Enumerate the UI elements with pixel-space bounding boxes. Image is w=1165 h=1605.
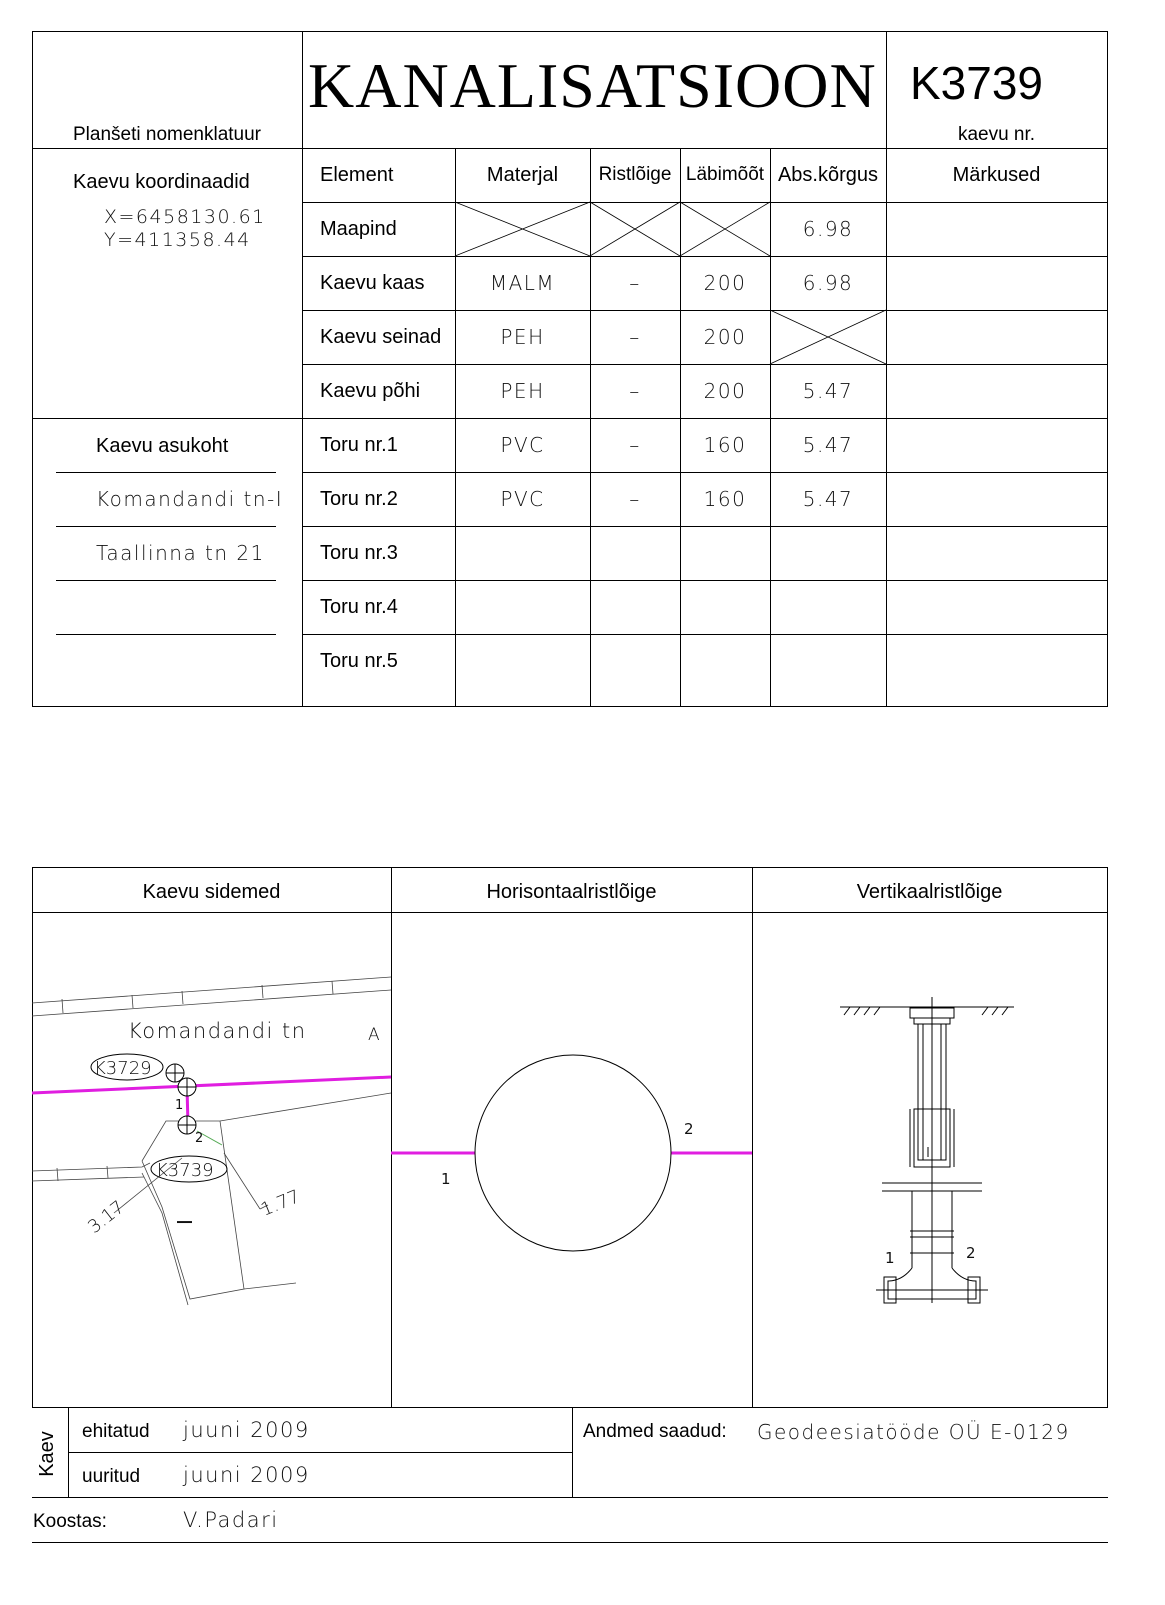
- col-header-notes: Märkused: [952, 164, 1041, 186]
- built-label: ehitatud: [82, 1421, 150, 1442]
- row-element: Toru nr.4: [320, 596, 398, 618]
- col-header-element: Element: [320, 164, 394, 186]
- location-label: Kaevu asukoht: [96, 435, 229, 457]
- vertical-section: [752, 913, 1107, 1407]
- row-element: Kaevu põhi: [320, 380, 421, 402]
- row-elevation: 5.47: [802, 487, 854, 511]
- surveyed-label: uuritud: [82, 1466, 141, 1487]
- compiled-label: Koostas:: [33, 1511, 107, 1532]
- site-map: [32, 913, 391, 1407]
- coordinate-x: X=6458130.61: [104, 206, 266, 228]
- map-pipe-1-label: 1: [175, 1098, 184, 1113]
- map-letter-label: A: [368, 1025, 380, 1045]
- row-section: –: [629, 487, 641, 511]
- row-elevation: 5.47: [802, 433, 854, 457]
- row-element: Toru nr.5: [320, 650, 398, 672]
- row-section: –: [629, 379, 641, 403]
- row-element: Kaevu kaas: [320, 272, 425, 294]
- row-section: –: [629, 433, 641, 457]
- row-element: Maapind: [320, 218, 397, 240]
- panel-title-links: Kaevu sidemed: [142, 881, 281, 903]
- map-distance-right: 1.77: [258, 1186, 304, 1221]
- coordinate-y: Y=411358.44: [104, 229, 251, 251]
- footer-side-label: Kaev: [36, 1431, 58, 1477]
- map-building-mark: I: [173, 1219, 197, 1225]
- well-code: K3739: [910, 57, 1044, 109]
- row-material: MALM: [489, 271, 556, 295]
- col-header-diameter: Läbimõõt: [685, 164, 765, 185]
- panel-title-vertical: Vertikaalristlõige: [856, 881, 1003, 903]
- hsection-pipe-2-label: 2: [684, 1120, 694, 1138]
- vsection-pipe-1-label: 1: [885, 1249, 895, 1267]
- row-element: Toru nr.2: [320, 488, 398, 510]
- map-well-b-label: K3739: [156, 1160, 214, 1181]
- data-from-value: Geodeesiatööde OÜ E-0129: [757, 1420, 1070, 1444]
- well-no-label: kaevu nr.: [957, 124, 1036, 145]
- compiled-value: V.Padari: [183, 1508, 279, 1532]
- panel-title-horizontal: Horisontaalristlõige: [486, 881, 657, 903]
- row-section: –: [629, 271, 641, 295]
- row-diameter: 200: [703, 325, 747, 349]
- map-distance-left: 3.17: [84, 1196, 129, 1238]
- row-diameter: 200: [703, 379, 747, 403]
- row-diameter: 160: [703, 487, 747, 511]
- nomenclature-label: Planšeti nomenklatuur: [73, 124, 261, 145]
- row-section: –: [629, 325, 641, 349]
- page-title: KANALISATSIOON: [308, 50, 877, 121]
- col-header-elevation: Abs.kõrgus: [777, 164, 879, 186]
- row-element: Kaevu seinad: [320, 326, 442, 348]
- row-element: Toru nr.3: [320, 542, 398, 564]
- vsection-pipe-2-label: 2: [966, 1244, 976, 1262]
- surveyed-value: juuni 2009: [183, 1463, 310, 1487]
- map-pipe-2-label: 2: [195, 1131, 204, 1146]
- row-element: Toru nr.1: [320, 434, 398, 456]
- data-from-label: Andmed saadud:: [583, 1421, 727, 1442]
- col-header-section: Ristlõige: [598, 164, 672, 185]
- row-material: PVC: [500, 487, 545, 511]
- row-elevation: 6.98: [802, 271, 854, 295]
- map-well-a-label: K3729: [94, 1058, 152, 1079]
- hsection-pipe-1-label: 1: [441, 1170, 451, 1188]
- location-line-1: Komandandi tn-I: [96, 487, 284, 511]
- row-elevation: 5.47: [802, 379, 854, 403]
- horizontal-section: [391, 913, 752, 1407]
- col-header-material: Materjal: [486, 164, 559, 186]
- row-diameter: 160: [703, 433, 747, 457]
- row-diameter: 200: [703, 271, 747, 295]
- coordinates-label: Kaevu koordinaadid: [73, 171, 250, 193]
- row-material: PVC: [500, 433, 545, 457]
- location-line-2: Taallinna tn 21: [96, 541, 265, 565]
- row-material: PEH: [500, 379, 545, 403]
- row-material: PEH: [500, 325, 545, 349]
- built-value: juuni 2009: [183, 1418, 310, 1442]
- row-elevation: 6.98: [802, 217, 854, 241]
- map-street-label: Komandandi tn: [128, 1019, 307, 1043]
